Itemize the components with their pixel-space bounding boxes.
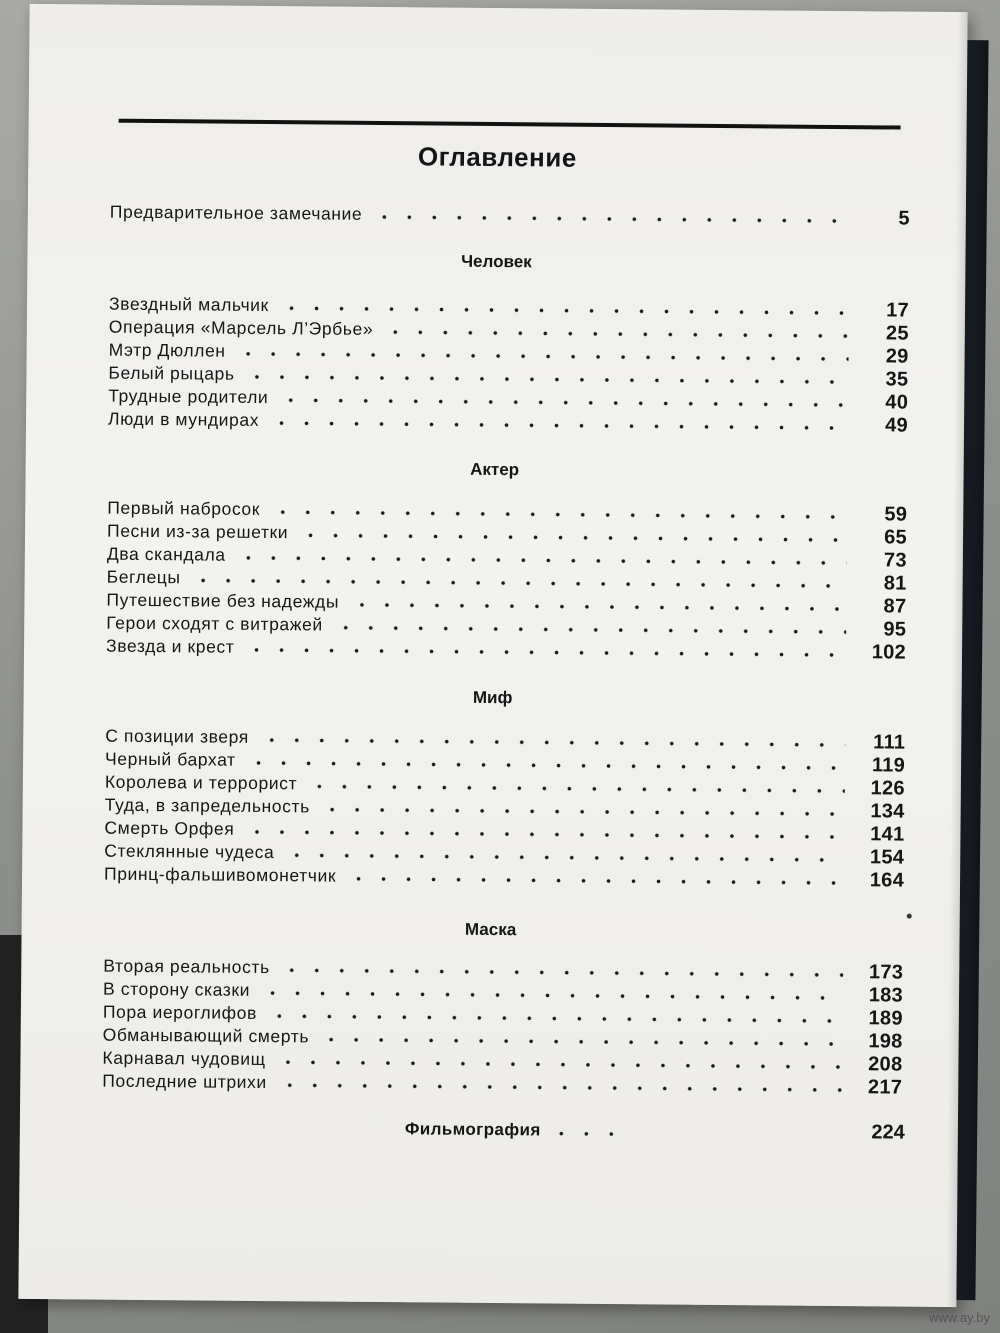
toc-entry-page: 208 <box>868 1053 903 1076</box>
toc-entry-label: Фильмография <box>404 1119 541 1140</box>
toc-entry-label: Обманывающий смерть <box>102 1024 310 1047</box>
toc-entry-label: Пора иероглифов <box>102 1001 257 1023</box>
toc-entry-label: Белый рыцарь <box>108 362 235 384</box>
dot-leader <box>245 375 849 384</box>
toc-filmography-row <box>405 1117 905 1144</box>
dot-leader <box>270 510 847 519</box>
book-page <box>18 4 967 1307</box>
toc-entry-page: 49 <box>885 414 909 437</box>
toc-entry-page: 198 <box>868 1030 903 1053</box>
section-heading: Миф <box>472 687 513 708</box>
dot-leader <box>278 398 848 407</box>
dot-leader <box>236 352 849 361</box>
toc-entry-page: 141 <box>870 823 905 846</box>
dot-leader <box>260 991 843 1000</box>
dot-leader <box>383 330 849 338</box>
toc-entry-label: Королева и террорист <box>104 771 298 794</box>
toc-title: Оглавление <box>417 141 577 173</box>
site-watermark: www.ay.by <box>928 1310 990 1325</box>
toc-entry-page: 40 <box>885 391 909 414</box>
toc-entry-label: Люди в мундирах <box>107 408 260 430</box>
section-heading: Маска <box>464 919 517 940</box>
toc-entry-label: С позиции зверя <box>105 725 249 747</box>
toc-entry-page: 29 <box>885 345 909 368</box>
dot-leader <box>298 533 847 542</box>
toc-entry-label: Трудные родители <box>108 385 269 408</box>
toc-entry-label: Смерть Орфея <box>104 817 235 839</box>
toc-entry-label: Звезда и крест <box>105 635 235 657</box>
toc-entry-page: 189 <box>868 1007 903 1030</box>
toc-entry-page: 73 <box>883 549 907 572</box>
toc-entry-page: 35 <box>885 368 909 391</box>
toc-preface-row <box>110 201 910 230</box>
toc-entry-label: Звездный мальчик <box>108 293 269 316</box>
toc-entry-page: 119 <box>871 754 906 777</box>
toc-entry-page: 17 <box>886 299 910 322</box>
dot-leader <box>277 1083 842 1092</box>
dot-leader <box>279 306 849 315</box>
toc-entry-page: 5 <box>898 207 910 230</box>
toc-entry-label: Стеклянные чудеса <box>104 840 275 863</box>
toc-entry-label: Беглецы <box>106 566 181 588</box>
toc-entry-page: 65 <box>884 526 908 549</box>
section-heading: Актер <box>470 459 520 480</box>
toc-entry-label: Предварительное замечание <box>109 201 363 224</box>
toc-entry-page: 81 <box>883 572 907 595</box>
toc-entry-label: Первый набросок <box>107 497 261 519</box>
dot-leader <box>280 968 844 977</box>
dot-leader <box>236 556 847 565</box>
toc-entry-label: Принц-фальшивомонетчик <box>103 863 337 886</box>
toc-entry-page: 126 <box>870 777 905 800</box>
dot-leader <box>333 626 846 634</box>
dot-leader <box>267 1014 843 1023</box>
toc-entry-label: Туда, в запредельность <box>104 794 310 817</box>
dot-leader <box>549 1131 619 1136</box>
dot-leader <box>191 578 847 588</box>
dot-leader <box>372 215 850 223</box>
dot-leader <box>349 603 846 611</box>
toc-entry-page: 59 <box>884 503 908 526</box>
toc-entry-label: Мэтр Дюллен <box>108 339 226 361</box>
toc-entry-page: 134 <box>870 800 905 823</box>
toc-entry-page: 87 <box>883 595 907 618</box>
dot-leader <box>269 421 848 430</box>
toc-entry-label: Операция «Марсель Л’Эрбье» <box>108 316 374 339</box>
toc-entry-label: Вторая реальность <box>103 955 270 978</box>
toc-entry-label: Герои сходят с витражей <box>106 612 323 635</box>
dot-leader <box>319 1037 843 1046</box>
dot-leader <box>346 877 844 885</box>
dot-leader <box>244 648 846 657</box>
toc-entry-page: 224 <box>871 1121 905 1144</box>
dot-leader <box>246 761 845 770</box>
toc-entry-page: 102 <box>871 641 907 664</box>
toc-entry-page: 154 <box>869 846 905 869</box>
toc-entry-label: Путешествие без надежды <box>106 589 340 612</box>
dot-leader <box>244 830 844 839</box>
toc-entry-page: 25 <box>885 322 909 345</box>
dot-leader <box>259 738 845 747</box>
dot-leader <box>284 853 844 862</box>
toc-entry-label: Карнавал чудовищ <box>102 1047 266 1070</box>
toc-entry-label: Черный бархат <box>104 748 236 770</box>
top-rule <box>119 119 901 130</box>
toc-entry-page: 164 <box>869 869 905 892</box>
toc-entry-page: 111 <box>873 731 906 754</box>
section-heading: Человек <box>461 251 532 272</box>
dot-leader <box>276 1060 843 1069</box>
toc-entry-page: 217 <box>867 1076 903 1099</box>
toc-entry-label: Два скандала <box>106 543 226 565</box>
toc-entry-label: Последние штрихи <box>102 1070 267 1093</box>
toc-entry-page: 183 <box>868 984 904 1007</box>
toc-entry-label: Песни из-за решетки <box>106 520 289 543</box>
toc-entry-label: В сторону сказки <box>102 978 251 1000</box>
dot-leader <box>320 807 845 816</box>
toc-entry-page: 95 <box>883 618 907 641</box>
stray-ink-dot <box>907 914 912 919</box>
dot-leader <box>307 784 845 793</box>
toc-entry-page: 173 <box>868 961 904 984</box>
